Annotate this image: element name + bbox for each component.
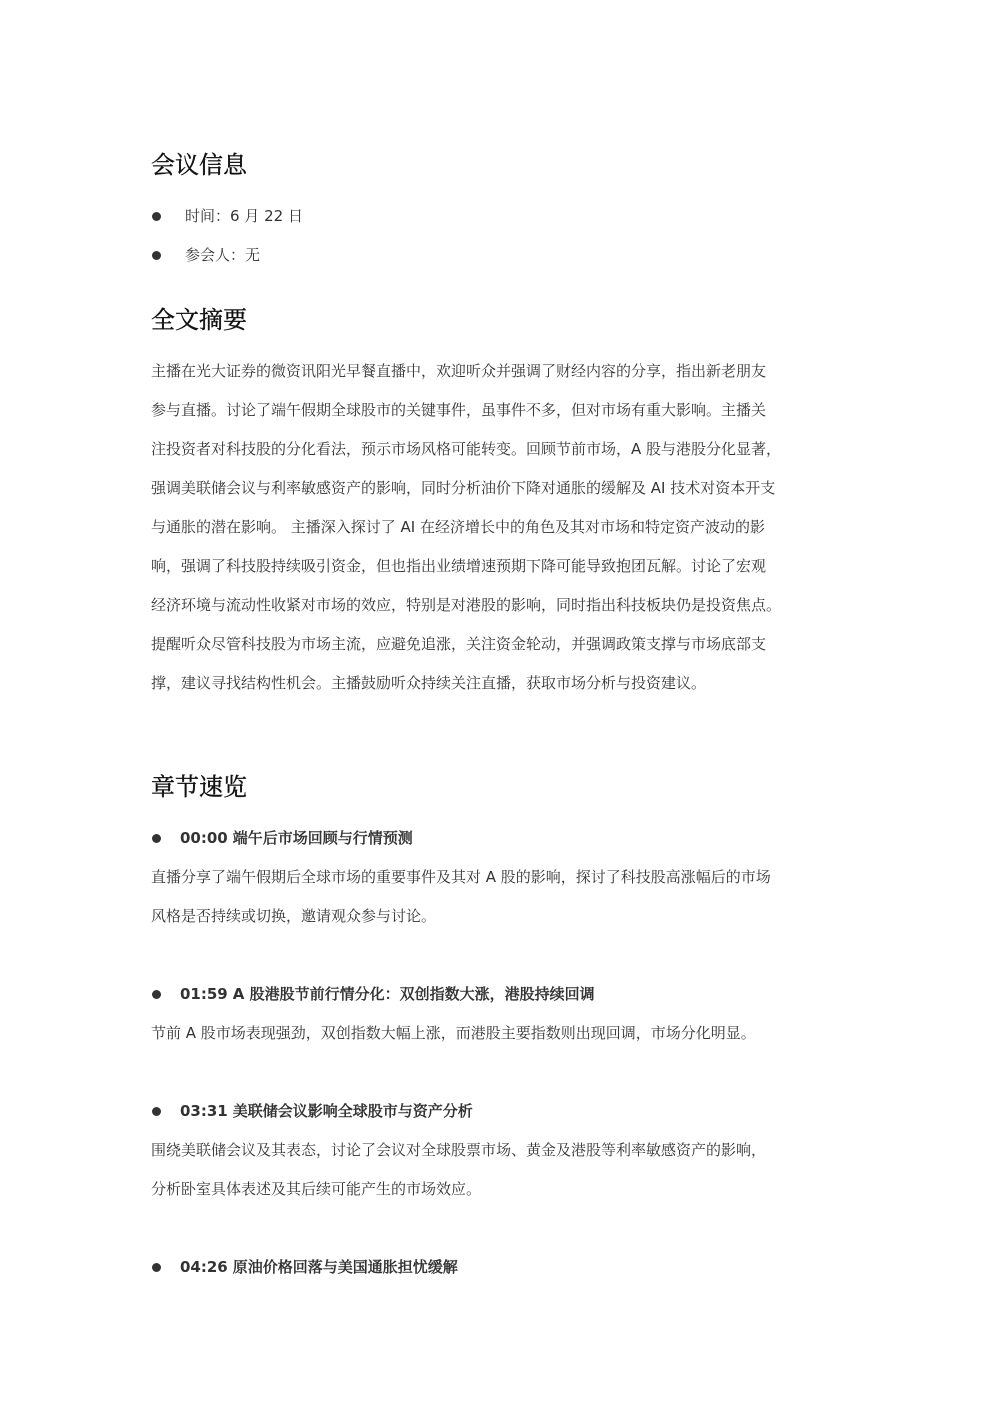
bullet-icon [152,1107,161,1116]
summary-line: 撑，建议寻找结构性机会。主播鼓励听众持续关注直播，获取市场分析与投资建议。 [151,674,707,692]
chapter-description-line: 节前 A 股市场表现强劲，双创指数大幅上涨，而港股主要指数则出现回调，市场分化明显。 [151,1024,756,1042]
chapter-title [180,1255,458,1279]
chapter-description-line: 直播分享了端午假期后全球市场的重要事件及其对 A 股的影响，探讨了科技股高涨幅后的市场 [151,868,771,886]
bullet-icon [152,251,161,260]
meeting-attendees-text [185,243,260,267]
meeting-attendees-label: 参会人： [185,246,246,264]
chapter-title-text: 原油价格回落与美国通胀担忧缓解 [232,1258,458,1276]
bullet-icon [152,990,161,999]
chapter-title [180,1099,473,1123]
meeting-time-label: 时间： [185,207,231,225]
summary-line: 强调美联储会议与利率敏感资产的影响，同时分析油价下降对通胀的缓解及 AI 技术对资本开支 [151,479,776,497]
chapter-description-line: 风格是否持续或切换，邀请观众参与讨论。 [151,907,437,925]
chapter-title-text: A 股港股节前行情分化：双创指数大涨，港股持续回调 [232,985,595,1003]
chapter-title [180,982,595,1006]
chapter-timestamp: 01:59 [180,985,228,1003]
summary-line: 参与直播。讨论了端午假期全球股市的关键事件，虽事件不多，但对市场有重大影响。主播关 [151,401,767,419]
meeting-info-heading: 会议信息 [151,151,247,179]
chapter-description-line: 围绕美联储会议及其表态，讨论了会议对全球股票市场、黄金及港股等利率敏感资产的影响， [151,1141,767,1159]
bullet-icon [152,1263,161,1272]
chapter-title-text: 端午后市场回顾与行情预测 [232,829,413,847]
summary-line: 提醒听众尽管科技股为市场主流，应避免追涨，关注资金轮动，并强调政策支撑与市场底部支 [151,635,767,653]
chapter-description-line: 分析卧室具体表述及其后续可能产生的市场效应。 [151,1180,482,1198]
summary-heading: 全文摘要 [151,306,247,334]
chapter-timestamp: 03:31 [180,1102,228,1120]
chapters-heading: 章节速览 [151,773,247,801]
chapter-title-text: 美联储会议影响全球股市与资产分析 [232,1102,473,1120]
meeting-time-value: 6 月 22 日 [230,207,303,225]
chapter-timestamp: 00:00 [180,829,228,847]
bullet-icon [152,834,161,843]
summary-line: 主播在光大证券的微资讯阳光早餐直播中，欢迎听众并强调了财经内容的分享，指出新老朋友 [151,362,767,380]
bullet-icon [152,212,161,221]
summary-line: 响，强调了科技股持续吸引资金，但也指出业绩增速预期下降可能导致抱团瓦解。讨论了宏观 [151,557,767,575]
summary-line: 与通胀的潜在影响。 主播深入探讨了 AI 在经济增长中的角色及其对市场和特定资产波动的影 [151,518,765,536]
meeting-attendees-value: 无 [245,246,261,264]
chapter-timestamp: 04:26 [180,1258,228,1276]
chapter-title [180,826,413,850]
summary-line: 经济环境与流动性收紧对市场的效应，特别是对港股的影响，同时指出科技板块仍是投资焦点。 [151,596,782,614]
meeting-time-text [185,204,303,228]
summary-line: 注投资者对科技股的分化看法，预示市场风格可能转变。回顾节前市场，A 股与港股分化显著， [151,440,782,458]
